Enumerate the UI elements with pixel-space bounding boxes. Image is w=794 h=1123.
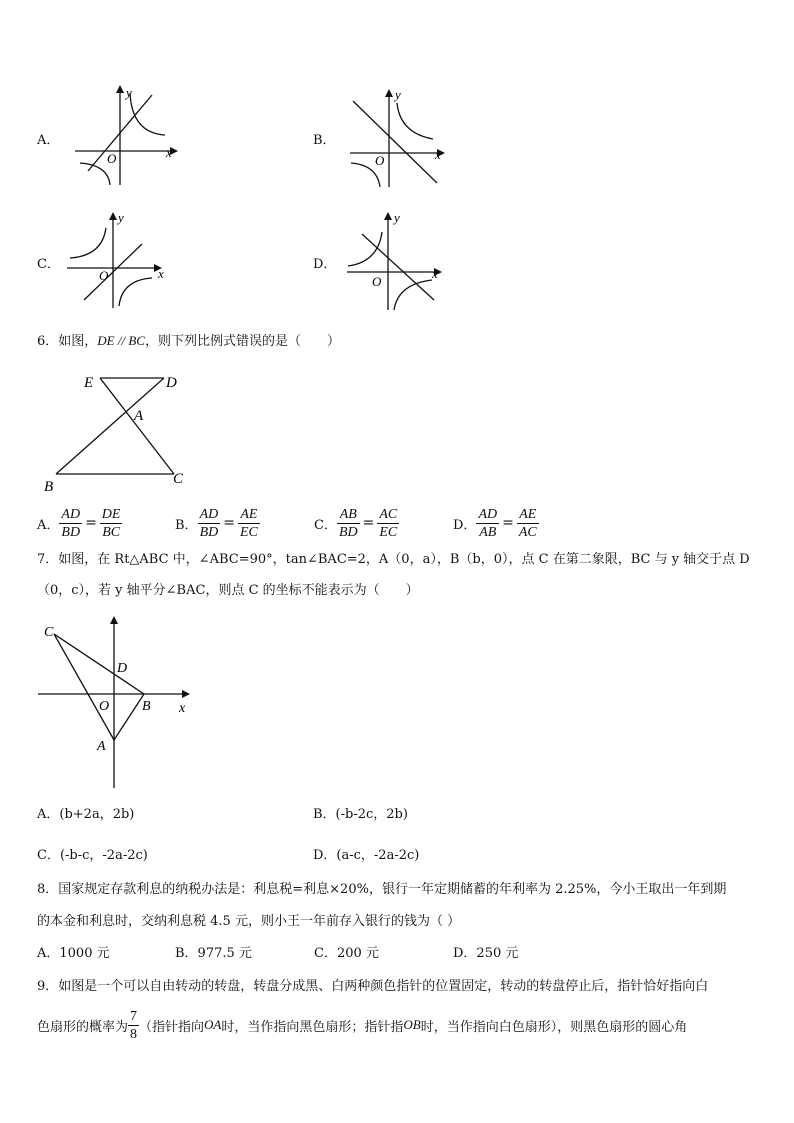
q6-option-c <box>314 501 399 545</box>
q9-stem-line2 <box>37 1004 687 1046</box>
q8-option-d: D．250 元 <box>453 946 519 961</box>
fraction-numerator: AE <box>517 506 539 524</box>
q6-label-a: A <box>134 408 144 424</box>
q9-probability-fraction <box>128 1008 139 1043</box>
fraction-denominator: BD <box>199 524 219 540</box>
fraction-numerator: DE <box>101 506 121 522</box>
q6-label-e: E <box>84 375 94 391</box>
q5b-origin-label: O <box>375 153 385 168</box>
fraction-numerator: AD <box>61 506 81 522</box>
q7-figure <box>34 612 194 792</box>
fraction-denominator: BD <box>61 524 81 540</box>
q6-option-d <box>453 501 539 545</box>
q5a-y-label: y <box>126 85 132 100</box>
q6-label-d: D <box>166 375 177 391</box>
q9-line2-mid2: 时，当作指向黑色扇形；指针指 <box>221 1019 404 1035</box>
q6-a-left-fraction <box>59 506 82 541</box>
fraction-denominator: BC <box>102 524 121 540</box>
fraction-denominator: EC <box>379 524 398 540</box>
fraction-numerator: AB <box>337 506 360 524</box>
q7-label-a: A <box>97 739 106 754</box>
q5d-x-label: x <box>432 266 438 281</box>
q5-option-b-label: B． <box>313 133 336 148</box>
q7-label-d: D <box>117 661 128 676</box>
q9-line2-suffix: 时，当作指向白色扇形），则黑色扇形的圆心角 <box>420 1019 688 1035</box>
q6-d-right-fraction <box>517 506 539 541</box>
q7-option-b: B．(-b-2c，2b) <box>313 807 408 822</box>
q8-option-a: A．1000 元 <box>37 946 110 961</box>
q8-option-c: C．200 元 <box>314 946 379 961</box>
fraction-numerator: AD <box>199 506 219 522</box>
q6-option-a-letter: A． <box>37 517 60 533</box>
fraction-numerator: AD <box>478 506 498 522</box>
q6-stem-prefix: 6．如图， <box>37 334 98 349</box>
q9-line2-prefix: 色扇形的概率为 <box>37 1019 129 1035</box>
fraction-denominator: 8 <box>130 1026 138 1042</box>
q9-line2-mid1: （指针指向 <box>139 1019 205 1035</box>
q5b-y-label: y <box>395 87 401 102</box>
q6-option-d-letter: D． <box>453 517 477 533</box>
q8-option-b: B．977.5 元 <box>175 946 252 961</box>
q5-graph-d <box>342 208 452 313</box>
q6-option-a <box>37 501 122 545</box>
q5-option-c-label: C． <box>37 257 60 272</box>
q6-stem <box>37 332 340 351</box>
q6-b-left-fraction <box>198 506 221 541</box>
q7-stem-line2: （0，c），若 y 轴平分∠BAC，则点 C 的坐标不能表示为（ ） <box>37 583 419 598</box>
q5-option-d-label: D． <box>313 257 337 272</box>
q7-option-a: A．(b+2a，2b) <box>37 807 135 822</box>
equals-sign: = <box>502 515 514 531</box>
q6-a-right-fraction <box>100 506 123 541</box>
equals-sign: = <box>85 515 97 531</box>
q9-ob-label: OB <box>403 1017 421 1032</box>
q6-option-b <box>175 501 260 545</box>
q5-option-a-label: A． <box>37 133 60 148</box>
q9-stem-line1: 9．如图是一个可以自由转动的转盘，转盘分成黑、白两种颜色指针的位置固定，转动的转盘停止后，指针恰好指向白 <box>37 979 709 994</box>
q7-label-c: C <box>44 625 54 640</box>
q6-figure <box>40 370 200 495</box>
q5a-x-label: x <box>166 145 172 160</box>
q5c-origin-label: O <box>99 268 109 283</box>
q5c-y-label: y <box>118 210 124 225</box>
q7-option-d: D．(a-c，-2a-2c) <box>313 848 420 863</box>
fraction-numerator: 7 <box>130 1008 138 1024</box>
q6-c-right-fraction <box>377 506 399 541</box>
q6-option-c-letter: C． <box>314 517 337 533</box>
q7-option-c: C．(-b-c，-2a-2c) <box>37 848 148 863</box>
q5-graph-c <box>62 208 172 313</box>
fraction-denominator: AB <box>479 524 497 540</box>
q6-label-c: C <box>173 471 184 487</box>
equals-sign: = <box>223 515 235 531</box>
q5c-x-label: x <box>158 266 164 281</box>
fraction-numerator: AE <box>238 506 260 524</box>
q9-oa-label: OA <box>204 1017 222 1032</box>
q6-condition: DE // BC <box>97 333 145 348</box>
q6-stem-suffix: ，则下列比例式错误的是（ ） <box>144 334 340 349</box>
fraction-denominator: BD <box>338 524 358 540</box>
q7-label-o: O <box>99 699 110 714</box>
q5-graph-a <box>70 83 180 188</box>
q6-c-left-fraction <box>337 506 360 541</box>
q6-b-right-fraction <box>238 506 260 541</box>
q5-graph-b <box>345 83 455 188</box>
q5b-x-label: x <box>435 147 441 162</box>
q7-label-b: B <box>142 699 151 714</box>
q6-label-b: B <box>44 479 54 495</box>
q7-stem-line1: 7．如图，在 Rt△ABC 中，∠ABC=90°，tan∠BAC=2，A（0，a），B（b，0），点 C 在第二象限，BC 与 y 轴交于点 D <box>37 552 750 567</box>
q6-option-b-letter: B． <box>175 517 198 533</box>
q8-stem-line2: 的本金和利息时，交纳利息税 4.5 元，则小王一年前存入银行的钱为（ ） <box>37 914 461 929</box>
equals-sign: = <box>362 515 375 531</box>
q5a-origin-label: O <box>107 151 117 166</box>
q7-label-x: x <box>179 701 186 716</box>
q5d-origin-label: O <box>372 274 382 289</box>
q8-stem-line1: 8．国家规定存款利息的纳税办法是：利息税=利息×20%，银行一年定期储蓄的年利率为 2.25%，今小王取出一年到期 <box>37 882 727 897</box>
fraction-denominator: EC <box>239 524 258 540</box>
q6-d-left-fraction <box>476 506 499 541</box>
q5d-y-label: y <box>394 210 400 225</box>
fraction-numerator: AC <box>379 506 398 522</box>
fraction-denominator: AC <box>518 524 537 540</box>
